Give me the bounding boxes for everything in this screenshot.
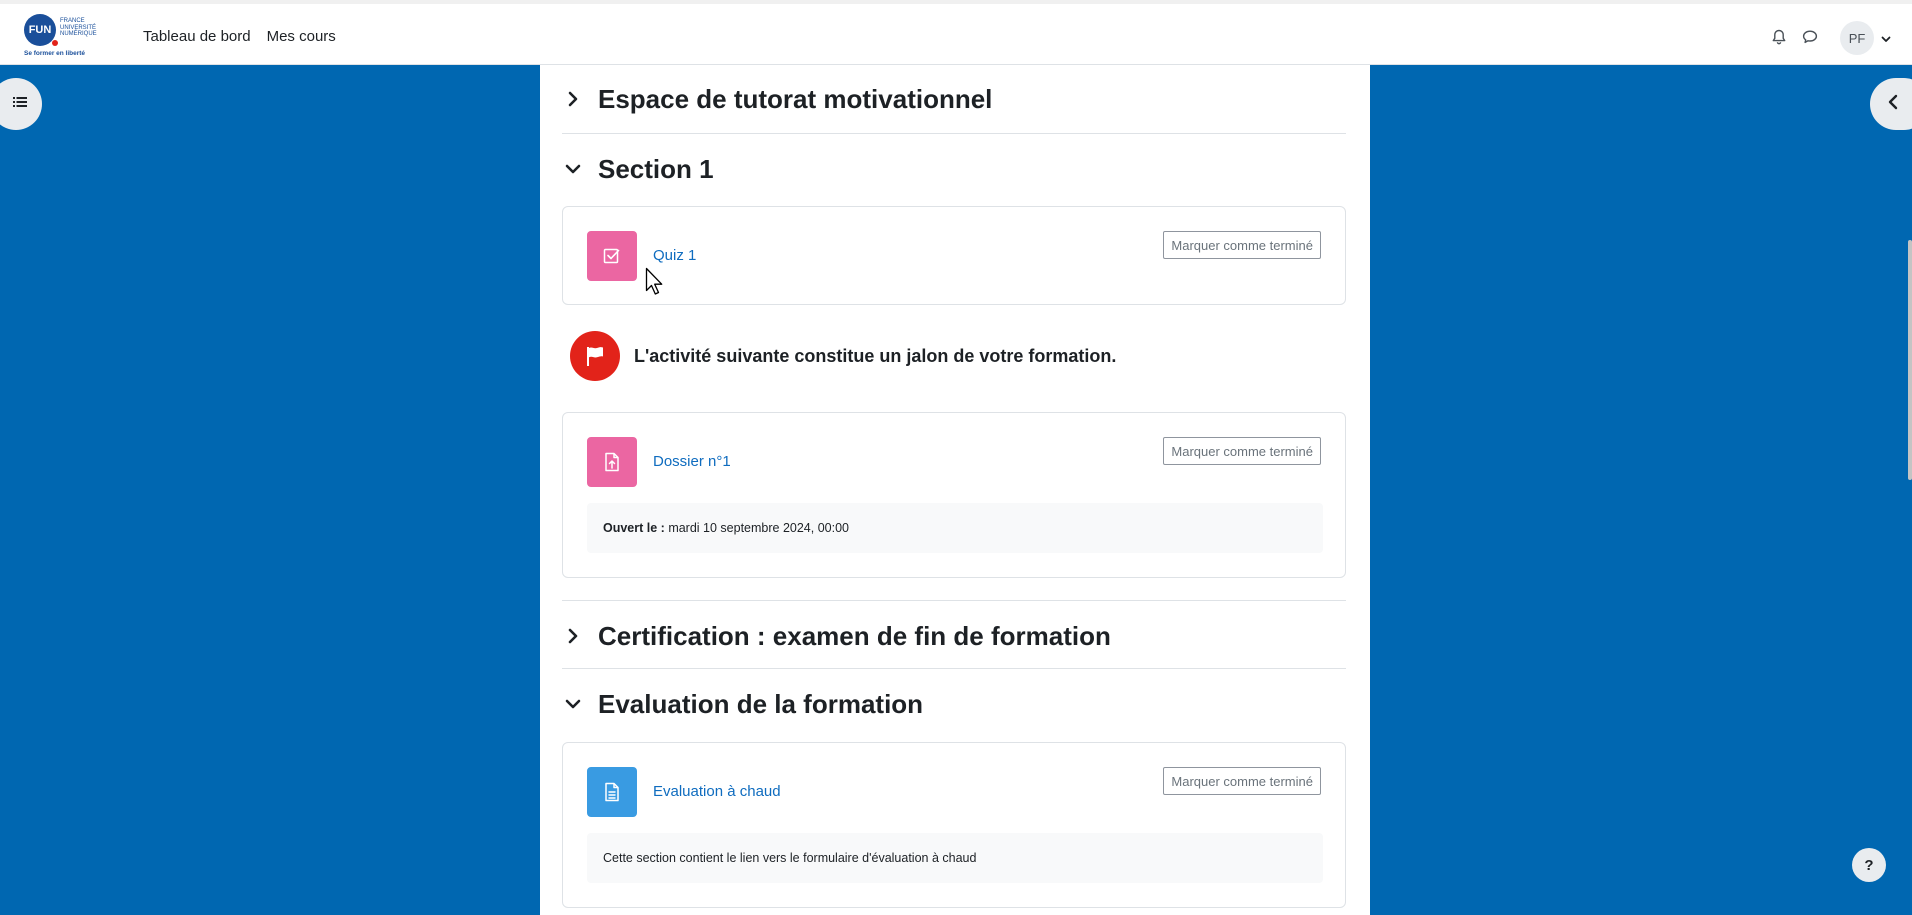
activity-link-evaluation[interactable]: Evaluation à chaud bbox=[653, 783, 781, 800]
flag-icon bbox=[570, 331, 620, 381]
activity-dates bbox=[587, 503, 1323, 553]
messages-chat-icon[interactable] bbox=[1801, 28, 1819, 46]
logo-tagline: Se former en liberté bbox=[24, 50, 86, 57]
logo-dot bbox=[52, 40, 58, 46]
logo-line: UNIVERSITÉ bbox=[60, 24, 97, 31]
mark-as-done-button[interactable]: Marquer comme terminé bbox=[1163, 231, 1321, 259]
course-content bbox=[540, 65, 1370, 915]
chevron-right-icon[interactable] bbox=[562, 88, 584, 110]
section-title[interactable]: Espace de tutorat motivationnel bbox=[598, 83, 993, 114]
chevron-down-icon[interactable] bbox=[1880, 32, 1892, 44]
nav-link-my-courses[interactable]: Mes cours bbox=[266, 28, 336, 45]
logo-text bbox=[60, 18, 97, 38]
logo-line: NUMÉRIQUE bbox=[60, 31, 97, 37]
mark-as-done-button[interactable]: Marquer comme terminé bbox=[1163, 437, 1321, 465]
chevron-down-icon[interactable] bbox=[562, 693, 584, 715]
activity-card-evaluation bbox=[562, 742, 1346, 908]
mark-as-done-button[interactable]: Marquer comme terminé bbox=[1163, 767, 1321, 795]
page-icon[interactable] bbox=[587, 767, 637, 817]
chevron-down-icon[interactable] bbox=[562, 158, 584, 180]
section-header-evaluation[interactable] bbox=[562, 670, 1346, 738]
activity-card-quiz bbox=[562, 206, 1346, 305]
assignment-upload-icon[interactable] bbox=[587, 437, 637, 487]
section-title[interactable]: Section 1 bbox=[598, 153, 714, 184]
chevron-right-icon[interactable] bbox=[562, 625, 584, 647]
section-title[interactable]: Certification : examen de fin de formation bbox=[598, 620, 1111, 651]
milestone-text: L'activité suivante constitue un jalon de votre formation. bbox=[634, 345, 1117, 366]
block-drawer-toggle-button[interactable] bbox=[1870, 78, 1912, 130]
user-avatar[interactable]: PF bbox=[1840, 21, 1874, 55]
section-divider bbox=[562, 600, 1346, 601]
notifications-bell-icon[interactable] bbox=[1770, 28, 1788, 46]
activity-card-dossier bbox=[562, 412, 1346, 578]
scrollbar[interactable] bbox=[1908, 240, 1912, 480]
mouse-cursor-icon bbox=[645, 267, 665, 297]
open-date-label: Ouvert le : bbox=[603, 521, 665, 535]
open-date-value: mardi 10 septembre 2024, 00:00 bbox=[668, 521, 849, 535]
primary-navigation bbox=[143, 4, 336, 69]
section-divider bbox=[562, 668, 1346, 669]
list-icon bbox=[13, 95, 27, 113]
section-divider bbox=[562, 133, 1346, 134]
activity-link-quiz[interactable]: Quiz 1 bbox=[653, 247, 697, 264]
site-logo[interactable] bbox=[24, 14, 98, 60]
help-button[interactable]: ? bbox=[1852, 848, 1886, 882]
quiz-icon[interactable] bbox=[587, 231, 637, 281]
section-header-certification[interactable] bbox=[562, 602, 1346, 670]
section-title[interactable]: Evaluation de la formation bbox=[598, 688, 924, 719]
nav-link-dashboard[interactable]: Tableau de bord bbox=[143, 28, 251, 45]
logo-line: FRANCE bbox=[60, 18, 85, 24]
activity-description: Cette section contient le lien vers le formulaire d'évaluation à chaud bbox=[587, 833, 1323, 883]
course-index-toggle-button[interactable] bbox=[0, 78, 42, 130]
milestone-notice bbox=[570, 331, 1116, 381]
logo-circle: FUN bbox=[24, 14, 56, 46]
section-header-section-1[interactable] bbox=[562, 135, 1346, 203]
activity-link-dossier[interactable]: Dossier n°1 bbox=[653, 453, 731, 470]
top-navbar bbox=[0, 0, 1912, 65]
chevron-left-icon bbox=[1886, 94, 1900, 115]
section-header-tutorat[interactable] bbox=[562, 65, 1346, 133]
